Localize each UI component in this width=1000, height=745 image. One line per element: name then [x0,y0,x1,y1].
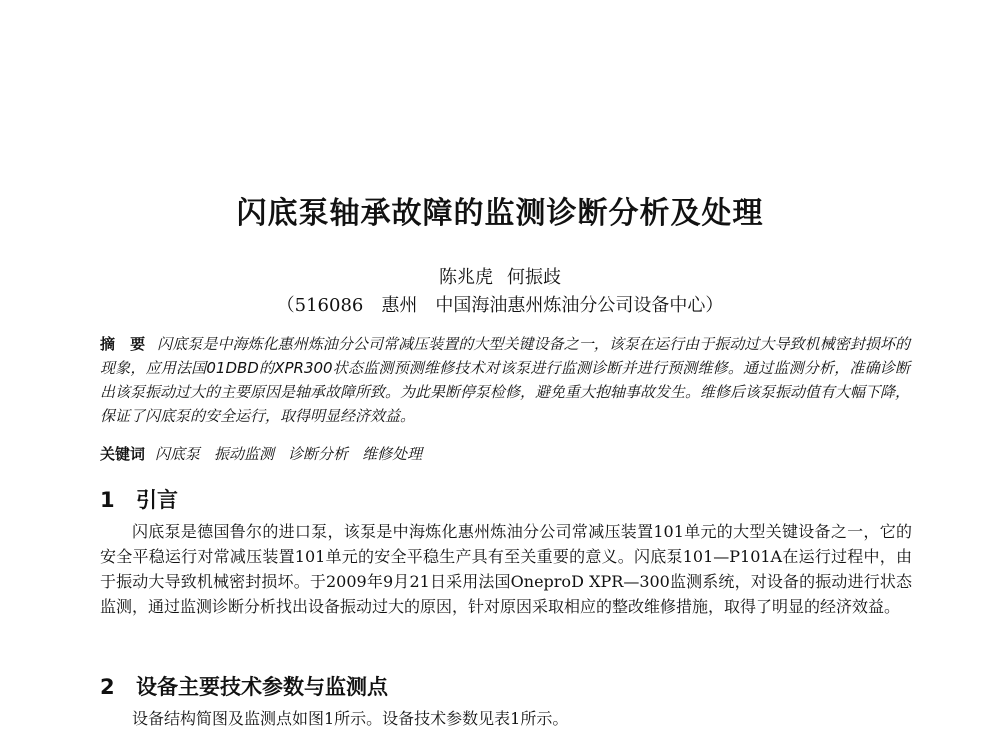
section-heading-parameters [100,671,388,701]
author-name: 何振歧 [507,267,561,288]
keyword: 闪底泵 [155,445,201,463]
abstract-text: 闪底泵是中海炼化惠州炼油分公司常减压装置的大型关键设备之一，该泵在运行由于振动过大导致机械密封损坏的现象，应用法国01DBD的XPR300状态监测预测维修技术对该泵进行监测诊断并进行预测维修。通过监测分析，准确诊断出该泵振动过大的主要原因是轴承故障所致。为此果断停泵检修，避免重大抱轴事故发生。维修后该泵振动值有大幅下降，保证了闪底泵的安全运行，取得明显经济效益。 [100,335,911,425]
affiliation-open: （ [276,295,295,316]
section-number: 2 [100,675,115,699]
affiliation-city: 惠州 [381,295,418,316]
section-title: 引言 [136,488,178,512]
keyword: 诊断分析 [288,445,349,463]
author-name: 陈兆虎 [439,267,493,288]
keyword: 振动监测 [214,445,275,463]
keywords [100,442,910,466]
section-heading-introduction [100,484,178,514]
section-body-parameters: 设备结构简图及监测点如图1所示。设备技术参数见表1所示。 [132,709,569,728]
author-list [0,263,1000,289]
section-body-introduction: 闪底泵是德国鲁尔的进口泵，该泵是中海炼化惠州炼油分公司常减压装置101单元的大型关键设备之一，它的安全平稳运行对常减压装置101单元的安全平稳生产具有至关重要的意义。闪底泵101—P101A在运行过程中，由于振动大导致机械密封损坏。于2009年9月21日采用法国OneproD XPR—300监测系统，对设备的振动进行状态监测，通过监测诊断分析找出设备振动过大的原因，针对原因采取相应的整改维修措施，取得了明显的经济效益。 [100,522,912,616]
keywords-label: 关键词 [100,445,146,463]
keyword: 维修处理 [362,445,423,463]
affiliation-postcode: 516086 [294,295,364,316]
affiliation-org: 中国海油惠州炼油分公司设备中心 [435,295,706,316]
section-title: 设备主要技术参数与监测点 [136,675,388,699]
paper-title: 闪底泵轴承故障的监测诊断分析及处理 [236,196,764,231]
affiliation-close: ） [705,295,724,316]
abstract-label: 摘 要 [100,335,146,353]
abstract [100,332,910,428]
section-number: 1 [100,488,115,512]
author-affiliation [0,291,1000,317]
